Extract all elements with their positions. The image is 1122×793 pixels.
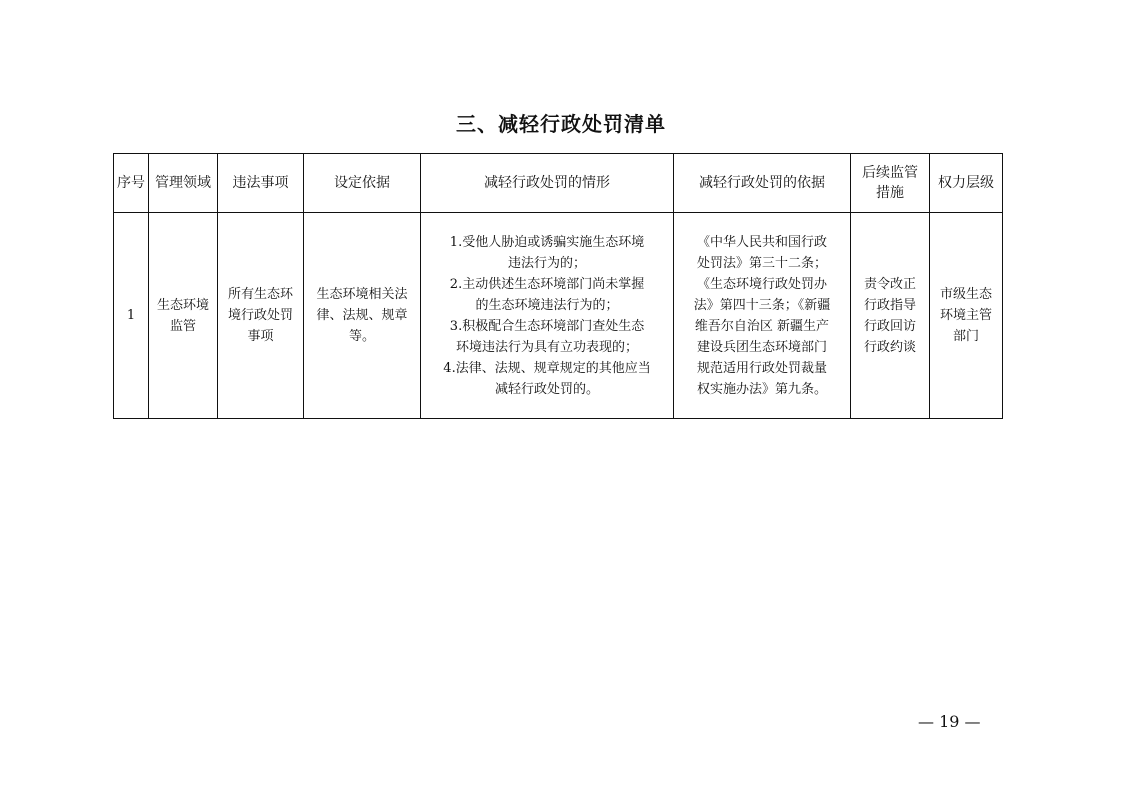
cell-violation (218, 213, 304, 419)
cell-line: 3.积极配合生态环境部门查处生态 (449, 318, 645, 334)
cell-field (149, 213, 218, 419)
cell-line: 行政指导 (863, 297, 916, 313)
cell-line: 4.法律、法规、规章规定的其他应当 (443, 360, 651, 376)
cell-line: 规范适用行政处罚裁量 (696, 360, 827, 376)
cell-line: 2.主动供述生态环境部门尚未掌握 (449, 276, 645, 292)
cell-legal-basis (674, 213, 851, 419)
cell-line: 部门 (952, 329, 979, 344)
cell-line: 生态环境 (156, 297, 209, 313)
header-circumstances: 减轻行政处罚的情形 (421, 154, 674, 213)
header-legal-basis: 减轻行政处罚的依据 (674, 154, 851, 213)
cell-line: 减轻行政处罚的。 (494, 381, 599, 397)
cell-line: 等。 (348, 329, 375, 344)
cell-line: 《中华人民共和国行政 (696, 234, 827, 250)
cell-line: 行政约谈 (863, 339, 916, 355)
header-supervision-line-2: 措施 (876, 185, 904, 201)
cell-line: 违法行为的； (507, 255, 586, 271)
header-basis: 设定依据 (304, 154, 421, 213)
header-row (114, 154, 1003, 213)
cell-line: 律、法规、规章 (316, 308, 408, 323)
cell-line: 市级生态 (939, 287, 992, 302)
penalty-reduction-table (113, 153, 1003, 419)
cell-line: 《生态环境行政处罚办 (696, 276, 827, 292)
cell-line: 环境主管 (939, 308, 992, 323)
cell-line: 维吾尔自治区 新疆生产 (694, 318, 830, 334)
cell-serial: 1 (114, 213, 149, 419)
cell-circumstances (421, 213, 674, 419)
header-authority: 权力层级 (930, 154, 1003, 213)
cell-line: 1.受他人胁迫或诱骗实施生态环境 (449, 234, 645, 250)
header-field: 管理领域 (149, 154, 218, 213)
cell-line: 环境违法行为具有立功表现的； (455, 339, 638, 355)
cell-basis (304, 213, 421, 419)
cell-line: 境行政处罚 (227, 308, 293, 323)
header-supervision (851, 154, 930, 213)
cell-supervision (851, 213, 930, 419)
cell-line: 所有生态环 (227, 287, 293, 302)
page-number: — 19 — (918, 712, 981, 731)
page-title: 三、减轻行政处罚清单 (456, 112, 666, 136)
header-serial: 序号 (114, 154, 149, 213)
cell-line: 生态环境相关法 (316, 287, 408, 302)
cell-line: 建设兵团生态环境部门 (696, 339, 827, 355)
cell-line: 事项 (247, 329, 274, 344)
table-row (114, 213, 1003, 419)
header-supervision-line-1: 后续监管 (862, 165, 918, 181)
cell-line: 法》第四十三条；《新疆 (693, 297, 831, 313)
cell-line: 监管 (169, 318, 196, 334)
cell-line: 权实施办法》第九条。 (696, 381, 827, 397)
cell-line: 责令改正 (863, 276, 916, 292)
cell-line: 的生态环境违法行为的； (475, 297, 619, 313)
cell-line: 处罚法》第三十二条； (696, 255, 827, 271)
header-violation: 违法事项 (218, 154, 304, 213)
cell-line: 行政回访 (863, 318, 916, 334)
cell-authority (930, 213, 1003, 419)
